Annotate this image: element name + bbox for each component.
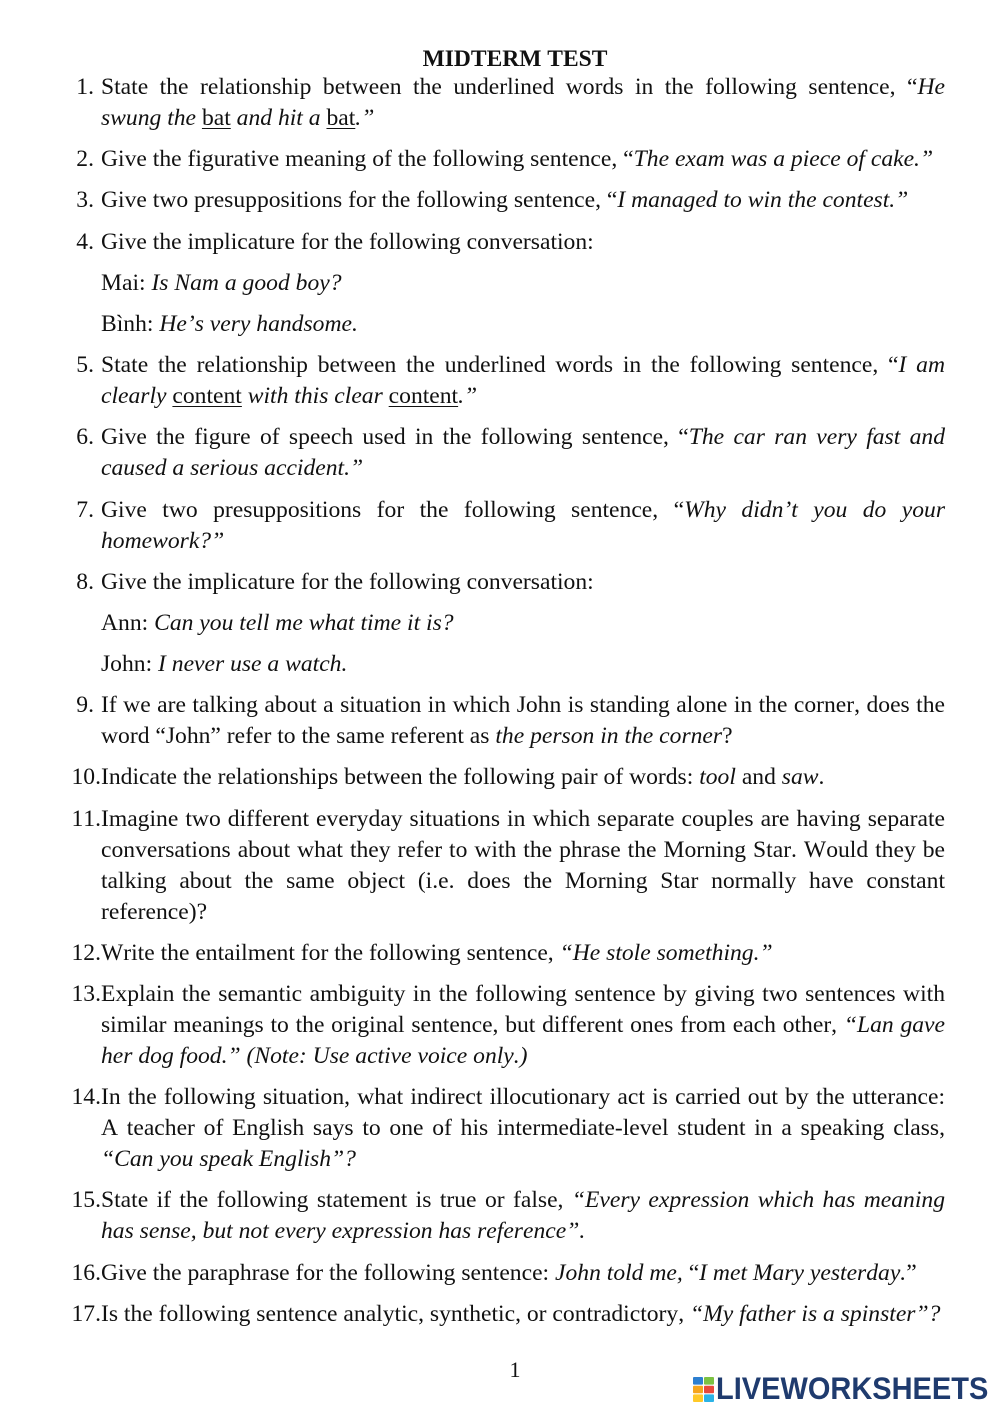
italic-text: “My father is a spinster”? [690, 1300, 941, 1327]
question-list [0, 72, 1000, 1340]
italic-text: saw [781, 764, 819, 791]
dialogue-utterance: Can you tell me what time it is? [154, 609, 454, 636]
italic-text: He swung the [101, 74, 945, 131]
liveworksheets-logo [693, 1371, 989, 1407]
underlined-word: bat [201, 105, 231, 131]
question-number: 3. [76, 187, 94, 214]
logo-icon-cell [704, 1394, 714, 1402]
italic-text: The exam was a piece of cake.” [633, 146, 934, 173]
question-item [71, 1082, 945, 1175]
question-text: Give the figure of speech used in the following sentence, “ [101, 424, 689, 451]
dialogue-utterance: He’s very handsome. [159, 310, 358, 337]
liveworksheets-logo-icon [693, 1377, 714, 1402]
question-text: Imagine two different everyday situations in which separate couples are having separate conversations about what they refer to with the phrase the Morning Star. Would they be talking about the same object (i.e. does the Morning Star normally have constant reference)? [101, 805, 945, 925]
italic-text: tool [699, 764, 736, 791]
dialogue-speaker: Bình: [101, 310, 154, 337]
logo-icon-cell [693, 1377, 703, 1385]
question-text: Give two presuppositions for the following sentence, “ [101, 187, 618, 214]
question-text: and [735, 764, 782, 791]
italic-text: I managed to win the contest.” [617, 187, 909, 214]
dialogue-speaker: John: [101, 651, 153, 678]
dialogue-line [101, 649, 945, 680]
underlined-word: content [172, 383, 242, 410]
italic-text: .” [355, 105, 375, 131]
italic-text: .” [458, 383, 478, 410]
question-item [76, 567, 945, 598]
italic-text: The car ran very fast and caused a serious accident.” [101, 424, 945, 482]
question-text: State the relationship between the underlined words in the following sentence, “ [101, 352, 899, 379]
italic-text: with this clear [241, 383, 389, 410]
italic-text: I met Mary yesterday. [699, 1259, 907, 1286]
question-item [71, 938, 945, 969]
question-number: 11. [71, 805, 101, 832]
question-item [71, 1299, 945, 1330]
italic-text: “Every expression which has meaning has sense, but not every expression has reference”. [101, 1187, 945, 1245]
question-number: 2. [76, 146, 94, 173]
question-text: In the following situation, what indirect illocutionary act is carried out by the utterance: A teacher of English says to one of his intermediate-level student in a speaking class, [101, 1084, 945, 1142]
question-item [76, 227, 945, 258]
question-text: ? [722, 723, 733, 750]
question-item [71, 1185, 945, 1247]
page-number: 1 [509, 1357, 521, 1382]
dialogue-utterance: I never use a watch. [158, 651, 348, 678]
question-text: Give the implicature for the following conversation: [101, 568, 594, 595]
italic-text: “He stole something.” [559, 939, 773, 966]
question-text: . [818, 764, 825, 791]
question-number: 10. [71, 764, 101, 791]
question-item [76, 144, 945, 175]
dialogue-line [101, 608, 945, 639]
question-item [76, 72, 945, 134]
page-title: MIDTERM TEST [422, 46, 608, 72]
question-number: 9. [76, 692, 94, 719]
logo-icon-cell [693, 1394, 703, 1402]
question-text: If we are talking about a situation in which John is standing alone in the corner, does the word “John” refer to the same referent as [101, 692, 945, 750]
dialogue-speaker: Ann: [101, 609, 149, 636]
dialogue-utterance: Is Nam a good boy? [151, 269, 342, 296]
question-number: 1. [76, 74, 94, 100]
italic-text: the person in the corner [495, 723, 723, 750]
question-item [71, 762, 945, 793]
question-item [76, 495, 945, 557]
dialogue-line [101, 309, 945, 340]
question-number: 15. [71, 1187, 101, 1214]
question-item [71, 1258, 945, 1289]
question-text: Give the figurative meaning of the following sentence, “ [101, 146, 634, 173]
logo-text: LIVEWORKSHEETS [716, 1371, 989, 1407]
question-text: Give two presuppositions for the following sentence, “ [101, 496, 685, 523]
question-item [71, 804, 945, 928]
question-text: Give the paraphrase for the following sentence: [101, 1259, 556, 1286]
question-text: Is the following sentence analytic, synthetic, or contradictory, [101, 1300, 691, 1327]
question-text: State if the following statement is true or false, [101, 1187, 572, 1214]
question-number: 17. [71, 1300, 101, 1327]
question-text: “ [682, 1259, 700, 1286]
italic-text: Why didn’t you do your homework?” [101, 496, 945, 554]
question-item [76, 350, 946, 412]
italic-text: “Lan gave her dog food.” (Note: Use active voice only.) [101, 1012, 945, 1069]
question-text: Indicate the relationships between the following pair of words: [101, 764, 700, 791]
logo-icon-cell [704, 1377, 714, 1385]
dialogue-line [101, 268, 945, 299]
question-number: 14. [71, 1084, 101, 1111]
underlined-word: bat [326, 105, 356, 131]
italic-text: and hit a [230, 105, 327, 131]
italic-text: “Can you speak English”? [101, 1146, 356, 1173]
underlined-word: content [388, 383, 459, 410]
question-number: 7. [76, 496, 94, 523]
question-text: ” [906, 1259, 917, 1286]
question-number: 12. [71, 939, 101, 966]
question-item [71, 979, 945, 1072]
question-number: 5. [76, 352, 94, 379]
question-number: 4. [76, 228, 94, 255]
question-item [76, 690, 945, 752]
question-text: Explain the semantic ambiguity in the following sentence by giving two sentences with similar meanings to the original sentence, but different ones from each other, [101, 981, 945, 1038]
question-item [76, 422, 945, 484]
question-number: 13. [71, 981, 101, 1007]
question-text: Give the implicature for the following conversation: [101, 228, 594, 255]
italic-text: John told me, [555, 1259, 683, 1286]
logo-icon-cell [693, 1385, 703, 1393]
dialogue-speaker: Mai: [101, 269, 146, 296]
question-number: 6. [76, 424, 94, 451]
question-number: 8. [76, 568, 94, 595]
italic-text: I am clearly [101, 352, 946, 410]
question-text: Write the entailment for the following sentence, [101, 939, 560, 966]
question-number: 16. [71, 1259, 101, 1286]
question-item [76, 185, 945, 216]
logo-icon-cell [704, 1385, 714, 1393]
question-text: State the relationship between the underlined words in the following sentence, “ [101, 74, 918, 100]
